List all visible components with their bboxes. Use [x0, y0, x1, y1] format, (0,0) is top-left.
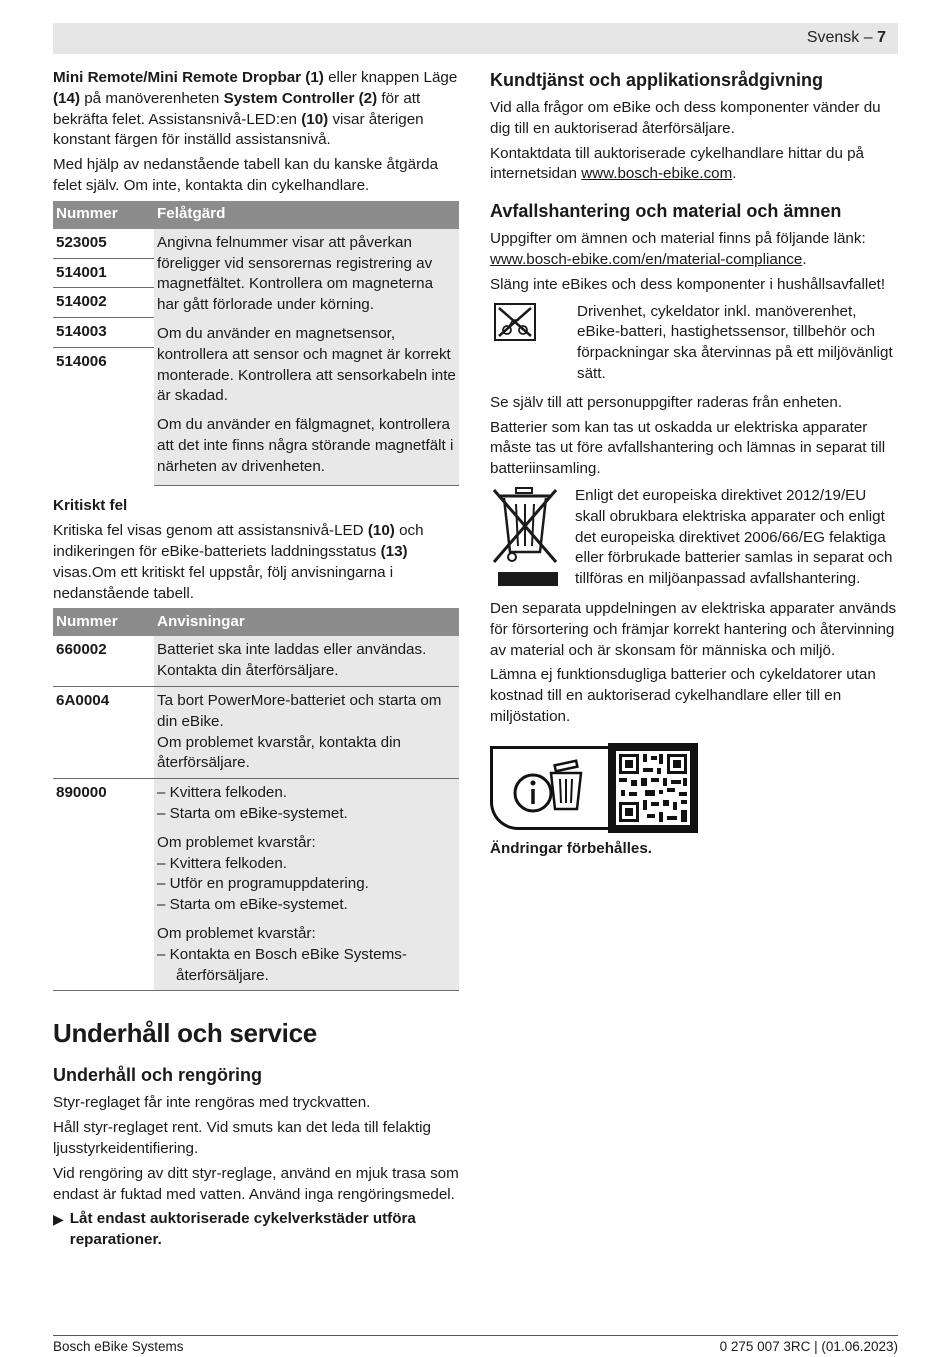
error-number: 514001	[53, 258, 154, 288]
error-number: 514003	[53, 318, 154, 348]
material-compliance-link[interactable]: www.bosch-ebike.com/en/material-compliance	[490, 250, 803, 268]
maintenance-heading: Underhåll och service	[53, 1018, 317, 1049]
right-column	[490, 68, 898, 864]
cleaning-heading: Underhåll och rengöring	[53, 1065, 263, 1086]
service-paragraph: Kontaktdata till auktoriserade cykelhandlare hittar du på internetsidan www.bosch-ebike.com.	[490, 144, 865, 183]
cleaning-paragraph: Styr-reglaget får inte rengöras med tryckvatten.	[53, 1094, 371, 1112]
footer-doc-number: 0 275 007 3RC | (01.06.2023)	[719, 1339, 898, 1354]
error-remedy: Angivna felnummer visar att påverkan föreligger vid sensorernas registrering av magnetfältet. Kontrollera om magneterna har gått förlorade under körning. Om du använder en magnetsensor, kontrollera att sensor och magnet är korrekt monterade. Kontrollera att sensorkabeln inte är skadad. Om du använder en fälgmagnet, kontrollera att det inte finns några störande magnetfält i närheten av drivenheten.	[154, 229, 459, 486]
left-column	[53, 68, 459, 1255]
table-header-remedy: Felåtgärd	[154, 201, 459, 229]
table-header-number: Nummer	[53, 608, 154, 636]
recycle-note: Drivenhet, cykeldator inkl. manöverenhet, eBike-batteri, hastighetssensor, tillbehör och förpackningar ska återvinnas på ett miljövänligt sätt.	[490, 302, 898, 389]
qr-code-icon	[608, 743, 698, 833]
waste-paragraph: Den separata uppdelningen av elektriska apparater används för försortering och främjar korrekt hantering och återvinning av material och är skonsam för människa och miljö.	[490, 599, 897, 659]
error-number: 523005	[53, 229, 154, 258]
page-header	[53, 23, 898, 54]
changes-note: Ändringar förbehålles.	[490, 839, 653, 857]
critical-table	[53, 608, 459, 991]
bosch-ebike-link[interactable]: www.bosch-ebike.com	[581, 165, 733, 183]
page-header-text: Svensk – 7	[806, 29, 886, 46]
crossed-bin-icon	[490, 486, 565, 595]
waste-paragraph: Lämna ej funktionsdugliga batterier och cykeldatorer utan kostnad till en auktoriserad cykelhandlare eller till en miljöstation.	[490, 666, 876, 725]
weee-note: Enligt det europeiska direktivet 2012/19/EU skall obrukbara elektriska apparater och enligt det europeiska direktivet 2006/66/EG felaktiga eller förbrukade batterier samlas in separat och tillföras en miljöanpassad avfallshantering.	[490, 486, 898, 595]
no-household-waste-icon	[490, 302, 565, 389]
info-bin-icon	[490, 746, 608, 830]
waste-paragraph: Se själv till att personuppgifter raderas från enheten.	[490, 393, 843, 411]
table-row: 660002 Batteriet ska inte laddas eller användas. Kontakta din återförsäljare.	[53, 636, 459, 686]
intro-paragraph: Mini Remote/Mini Remote Dropbar (1) eller knappen Läge (14) på manöverenheten System Controller (2) för att bekräfta felet. Assistansnivå-LED:en (10) visar återigen konstant färgen för inställd assistansnivå.	[53, 69, 458, 149]
service-heading: Kundtjänst och applikationsrådgivning	[490, 70, 824, 90]
cleaning-bullet: ▶ Låt endast auktoriserade cykelverkstäder utföra reparationer.	[53, 1209, 459, 1255]
cleaning-paragraph: Vid rengöring av ditt styr-reglage, använd en mjuk trasa som endast är fuktad med vatten. Använd inga rengöringsmedel.	[53, 1164, 459, 1203]
table-header-number: Nummer	[53, 201, 154, 229]
arrow-icon: ▶	[53, 1211, 64, 1228]
waste-paragraph: Batterier som kan tas ut oskadda ur elektriska apparater måste tas ut före avfallshantering och lämnas in separat till batteriinsamling.	[490, 418, 886, 478]
service-paragraph: Vid alla frågor om eBike och dess komponenter vänder du dig till en auktoriserad återförsäljare.	[490, 99, 881, 137]
waste-paragraph: Släng inte eBikes och dess komponenter i hushållsavfallet!	[490, 275, 886, 293]
page-number: 7	[877, 29, 886, 46]
error-table	[53, 201, 459, 487]
table-row: 6A0004 Ta bort PowerMore-batteriet och starta om din eBike. Om problemet kvarstår, kontakta din återförsäljare.	[53, 687, 459, 779]
cleaning-paragraph: Håll styr-reglaget rent. Vid smuts kan det leda till felaktig ljusstyrkeidentifiering.	[53, 1119, 431, 1157]
critical-paragraph: Kritiska fel visas genom att assistansnivå-LED (10) och indikeringen för eBike-batteriets laddningsstatus (13) visas.Om ett kritiskt fel uppstår, följ anvisningarna i nedanstående tabell.	[53, 522, 424, 602]
error-number: 514002	[53, 288, 154, 318]
footer-company: Bosch eBike Systems	[53, 1339, 184, 1354]
footer-divider	[53, 1335, 898, 1336]
table-header-instructions: Anvisningar	[154, 608, 459, 636]
error-number: 514006	[53, 347, 154, 486]
critical-heading: Kritiskt fel	[53, 497, 128, 515]
table-row: 890000 – Kvittera felkoden. – Starta om eBike-systemet. Om problemet kvarstår: – Kvittera felkoden. – Utför en programuppdatering. – Starta om eBike-systemet. Om problemet kvarstår: – Kontakta en Bosch eBike Systems-återförsäljare.	[53, 779, 459, 991]
waste-paragraph: Uppgifter om ämnen och material finns på följande länk: www.bosch-ebike.com/en/material-compliance.	[490, 230, 866, 268]
intro-paragraph-2: Med hjälp av nedanstående tabell kan du kanske åtgärda felet själv. Om inte, kontakta din cykelhandlare.	[53, 156, 439, 194]
info-qr-block	[490, 746, 898, 833]
waste-heading: Avfallshantering och material och ämnen	[490, 201, 842, 222]
